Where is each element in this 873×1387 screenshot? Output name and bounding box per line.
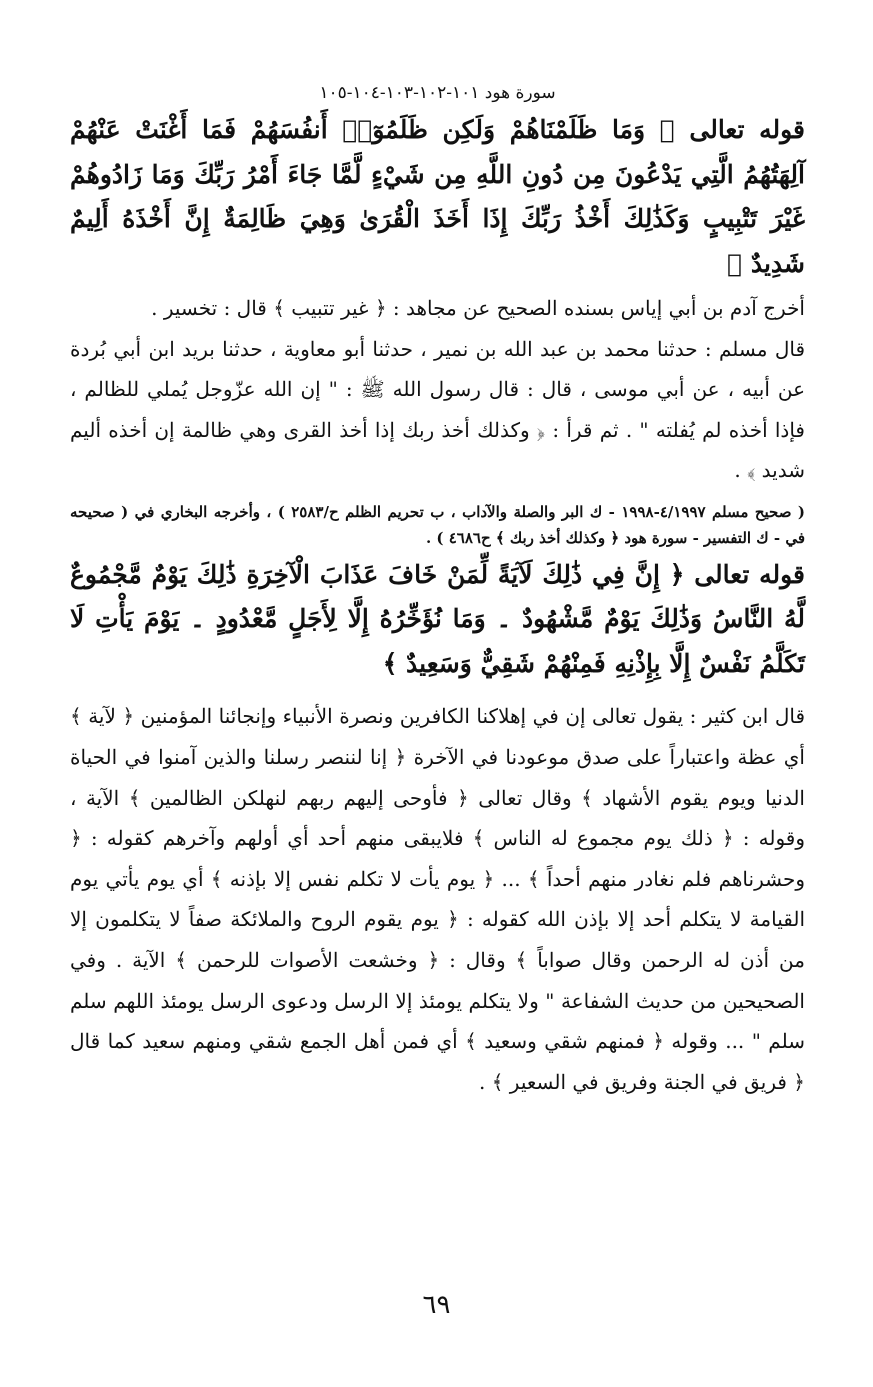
tafsir-paragraph: قال ابن كثير : يقول تعالى إن في إهلاكنا الكافرين ونصرة الأنبياء وإنجائنا المؤمنين ﴿ لآية ﴾ أي عظة واعتباراً على صدق موعودنا في الآخرة ﴿ إنا لننصر رسلنا والذين آمنوا في الحياة الدنيا ويوم يقوم الأشهاد ﴾ وقال تعالى ﴿ فأوحى إليهم ربهم لنهلكن الظالمين ﴾ الآية ، وقوله : ﴿ ذلك يوم مجموع له الناس ﴾ فلايبقى منهم أحد أي أولهم وآخرهم كقوله : ﴿ وحشرناهم فلم نغادر منهم أحداً ﴾ ... ﴿ يوم يأت لا تكلم نفس إلا بإذنه ﴾ أي يوم يأتي يوم القيامة لا يتكلم أحد إلا بإذن الله كقوله : ﴿ يوم يقوم الروح والملائكة صفاً لا يتكلمون إلا من أذن له الرحمن وقال صواباً ﴾ وقال : ﴿ وخشعت الأصوات للرحمن ﴾ الآية . وفي الصحيحين من حديث الشفاعة " ولا يتكلم يومئذ إلا الرسل ودعوى الرسل يومئذ اللهم سلم سلم " ... وقوله ﴿ فمنهم شقي وسعيد ﴾ أي فمن أهل الجمع شقي ومنهم سعيد كما قال ﴿ فريق في الجنة وفريق في السعير ﴾ .	[70, 704, 806, 1094]
mujahid-note: أخرج آدم بن أبي إياس بسنده الصحيح عن مجاهد : ﴿ غير تتبيب ﴾ قال : تخسير .	[151, 296, 805, 320]
hadith-reference: ( صحيح مسلم ٤/١٩٩٧-١٩٩٨ - ك البر والصلة والآداب ، ب تحريم الظلم ح/٢٥٨٣ ) ، وأخرجه البخاري في ( صحيحه في - ك التفسير - سورة هود ﴿ وكذلك أخذ ربك ﴾ ح٤٦٨٦ ) .	[70, 502, 805, 547]
quran-verses-2: قوله تعالى ﴿ إِنَّ فِي ذَٰلِكَ لَآيَةً لِّمَنْ خَافَ عَذَابَ الْآخِرَةِ ذَٰلِكَ يَوْمٌ مَّجْمُوعٌ لَّهُ النَّاسُ وَذَٰلِكَ يَوْمٌ مَّشْهُودٌ ۔ وَمَا نُؤَخِّرُهُ إِلَّا لِأَجَلٍ مَّعْدُودٍ ۔ يَوْمَ يَأْتِ لَا تَكَلَّمُ نَفْسٌ إِلَّا بِإِذْنِهِ فَمِنْهُمْ شَقِيٌّ وَسَعِيدٌ ﴾	[70, 559, 805, 678]
page-number: ٦٩	[422, 1290, 451, 1320]
running-header: سورة هود ١٠١-١٠٢-١٠٣-١٠٤-١٠٥	[319, 83, 556, 103]
quran-verses-1: قوله تعالى ﴿ وَمَا ظَلَمْنَاهُمْ وَلَكِن ظَلَمُوٓا۟ أَنفُسَهُمْ فَمَا أَغْنَتْ عَنْهُمْ آلِهَتُهُمُ الَّتِي يَدْعُونَ مِن دُونِ اللَّهِ مِن شَيْءٍ لَّمَّا جَاءَ أَمْرُ رَبِّكَ وَمَا زَادُوهُمْ غَيْرَ تَتْبِيبٍ وَكَذَٰلِكَ أَخْذُ رَبِّكَ إِذَا أَخَذَ الْقُرَىٰ وَهِيَ ظَالِمَةٌ إِنَّ أَخْذَهُ أَلِيمٌ شَدِيدٌ ﴾	[70, 115, 805, 278]
page-content	[70, 78, 805, 1102]
hadith-paragraph: قال مسلم : حدثنا محمد بن عبد الله بن نمير ، حدثنا أبو معاوية ، حدثنا بريد ابن أبي بُردة عن أبيه ، عن أبي موسى ، قال : قال رسول الله ﷺ : " إن الله عزّوجل يُملي للظالم ، فإذا أخذه لم يُفلته " . ثم قرأ : ﴿ وكذلك أخذ ربك إذا أخذ القرى وهي ظالمة إن أخذه أليم شديد ﴾ .	[70, 336, 805, 483]
